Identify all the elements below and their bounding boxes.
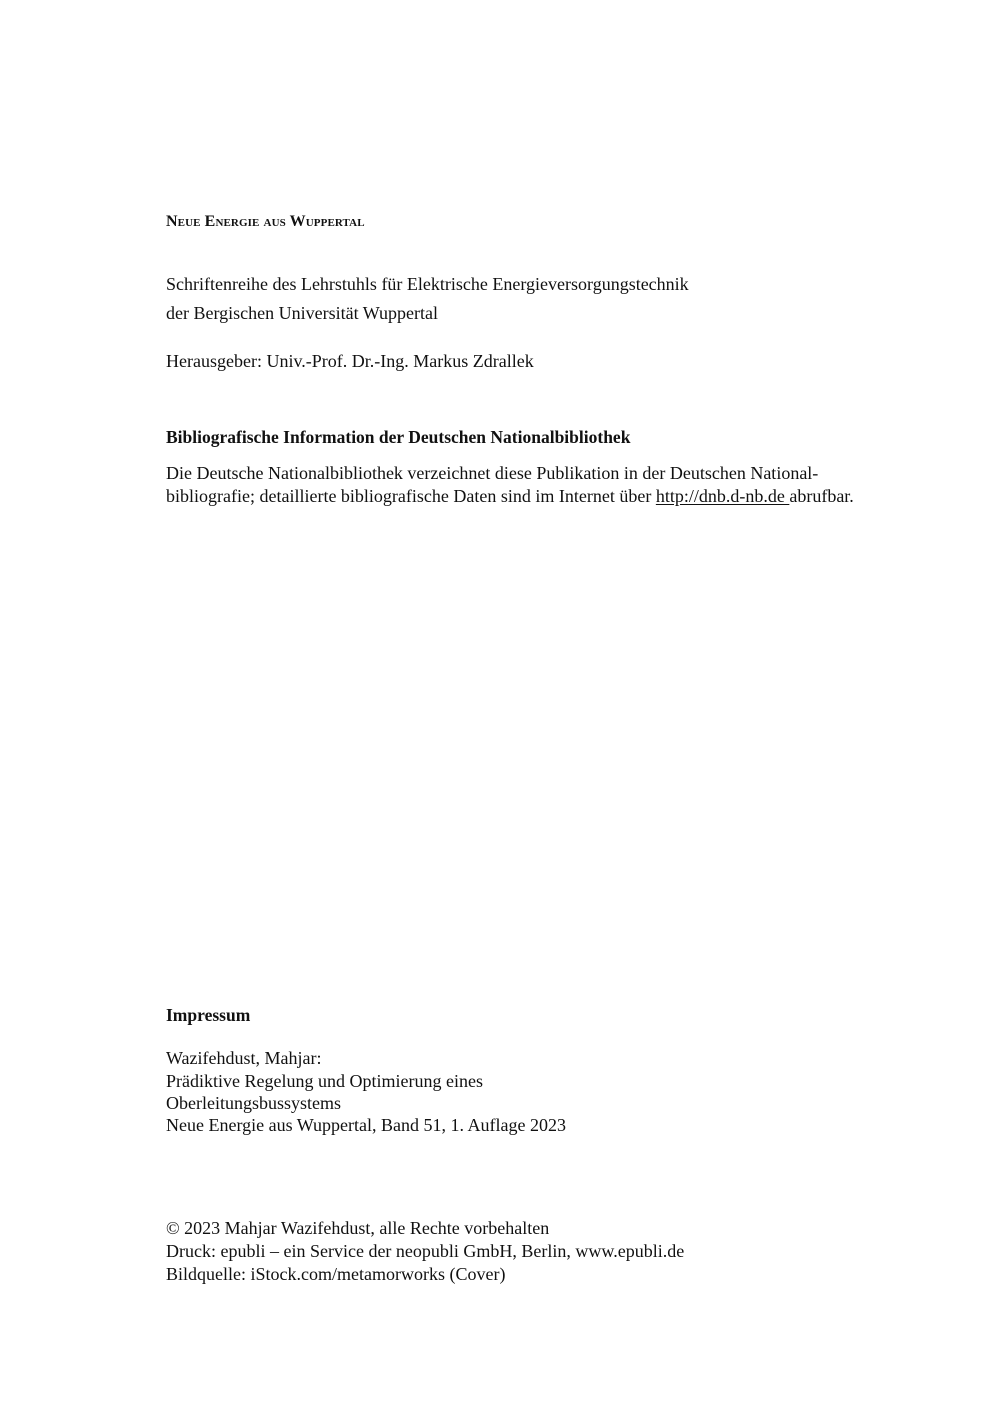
bibliographic-text-prefix: bibliografie; detaillierte bibliografische Daten sind im Internet über — [166, 486, 656, 506]
series-editor: Herausgeber: Univ.-Prof. Dr.-Ing. Markus Zdrallek — [166, 351, 534, 371]
bibliographic-text-line-2 — [166, 485, 854, 508]
bibliographic-text-suffix: abrufbar. — [789, 486, 854, 506]
image-source-line: Bildquelle: iStock.com/metamorworks (Cover) — [166, 1264, 506, 1284]
impressum-heading: Impressum — [166, 1005, 251, 1025]
print-line: Druck: epubli – ein Service der neopubli GmbH, Berlin, www.epubli.de — [166, 1241, 685, 1261]
series-description-line-2: der Bergischen Universität Wuppertal — [166, 303, 439, 323]
dnb-link[interactable]: http://dnb.d-nb.de — [655, 486, 790, 506]
impressum-title-line-1: Prädiktive Regelung und Optimierung eines — [166, 1071, 483, 1091]
bibliographic-heading: Bibliografische Information der Deutschen Nationalbibliothek — [166, 427, 631, 447]
impressum-series-info: Neue Energie aus Wuppertal, Band 51, 1. Auflage 2023 — [166, 1115, 567, 1135]
copyright-line: © 2023 Mahjar Wazifehdust, alle Rechte vorbehalten — [166, 1218, 550, 1238]
series-description-line-1: Schriftenreihe des Lehrstuhls für Elektrische Energieversorgungstechnik — [166, 274, 689, 294]
series-title: Neue Energie aus Wuppertal — [166, 213, 365, 230]
impressum-author: Wazifehdust, Mahjar: — [166, 1048, 322, 1068]
impressum-title-line-2: Oberleitungsbussystems — [166, 1093, 341, 1113]
bibliographic-text-line-1: Die Deutsche Nationalbibliothek verzeichnet diese Publikation in der Deutschen National- — [166, 463, 819, 483]
